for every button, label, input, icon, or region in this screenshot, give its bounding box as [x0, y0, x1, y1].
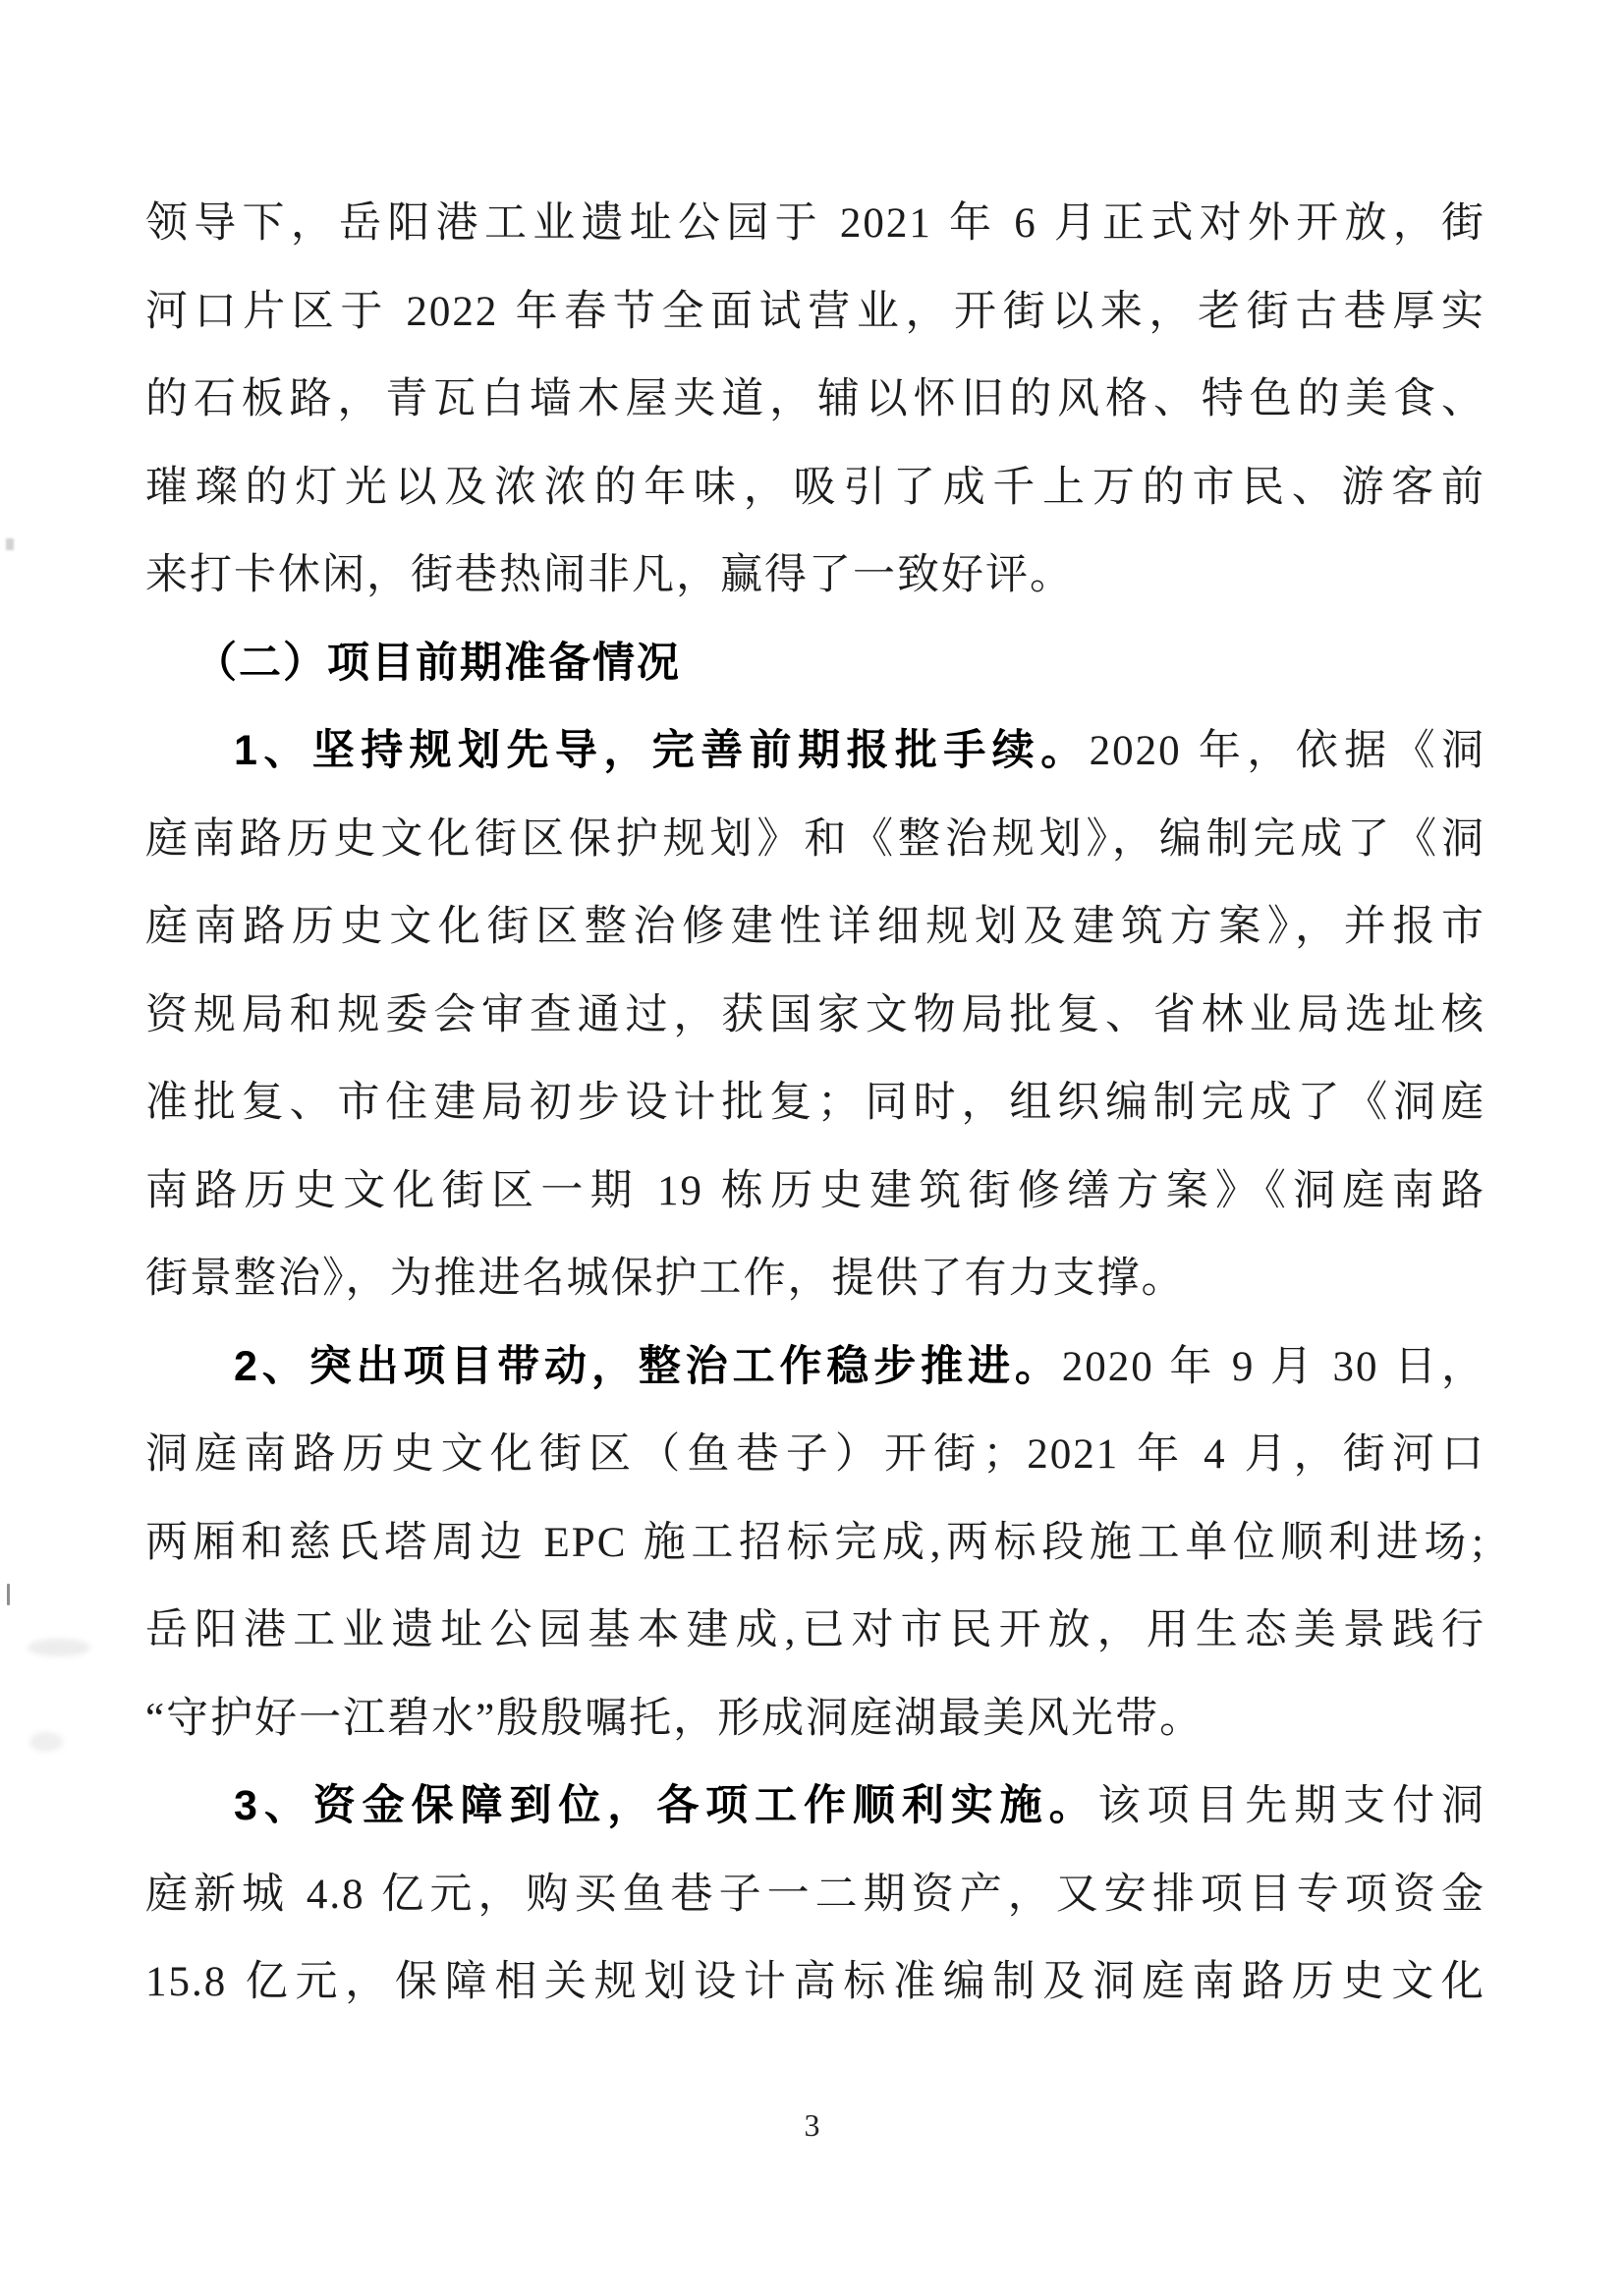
text-segment: 洞庭南路历史文化街区（鱼巷子）开街；2021 年 4 月，街河口	[145, 1431, 1485, 1478]
text-segment: 河口片区于 2022 年春节全面试营业，开街以来，老街古巷厚实	[145, 288, 1485, 335]
text-line	[145, 356, 1485, 444]
text-segment: 庭南路历史文化街区保护规划》和《整治规划》，编制完成了《洞	[145, 815, 1485, 863]
text-line	[145, 1323, 1485, 1412]
scan-artifact	[29, 1732, 63, 1752]
scan-artifact	[6, 538, 14, 550]
text-line	[145, 796, 1485, 884]
text-segment: 庭新城 4.8 亿元，购买鱼巷子一二期资产，又安排项目专项资金	[145, 1871, 1485, 1918]
text-line	[145, 1851, 1485, 1939]
text-line	[145, 1059, 1485, 1148]
text-segment: 2020 年，依据《洞	[1089, 728, 1486, 774]
text-line	[145, 1938, 1485, 2027]
text-line	[145, 707, 1485, 796]
text-line	[145, 1499, 1485, 1588]
text-segment: 该项目先期支付洞	[1097, 1783, 1485, 1829]
text-line	[145, 1763, 1485, 1851]
text-segment: 南路历史文化街区一期 19 栋历史建筑街修缮方案》《洞庭南路	[145, 1167, 1485, 1214]
document-body	[145, 180, 1485, 2027]
text-line	[145, 180, 1485, 268]
text-segment: 街景整治》，为推进名城保护工作，提供了有力支撑。	[145, 1256, 1186, 1302]
text-line	[145, 620, 1485, 708]
scan-artifact	[7, 1584, 10, 1605]
text-line	[145, 1148, 1485, 1236]
text-segment: 两厢和慈氏塔周边 EPC 施工招标完成,两标段施工单位顺利进场;	[145, 1519, 1485, 1566]
bold-text-segment: （二）项目前期准备情况	[195, 639, 681, 687]
page-number-value: 3	[804, 2107, 820, 2143]
text-line	[145, 1411, 1485, 1499]
page-number	[0, 2100, 1624, 2150]
text-line	[145, 1235, 1485, 1323]
text-line	[145, 1675, 1485, 1763]
text-segment: 领导下，岳阳港工业遗址公园于 2021 年 6 月正式对外开放，街	[145, 200, 1485, 247]
scan-artifact	[28, 1639, 90, 1656]
text-line	[145, 268, 1485, 357]
text-segment: 岳阳港工业遗址公园基本建成,已对市民开放，用生态美景践行	[145, 1607, 1485, 1653]
text-segment: 2020 年 9 月 30 日，	[1061, 1343, 1485, 1390]
bold-text-segment: 3、资金保障到位，各项工作顺利实施。	[234, 1782, 1098, 1829]
text-segment: 15.8 亿元，保障相关规划设计高标准编制及洞庭南路历史文化	[145, 1959, 1485, 2005]
text-line	[145, 1587, 1485, 1675]
text-line	[145, 883, 1485, 972]
text-segment: 来打卡休闲，街巷热闹非凡，赢得了一致好评。	[145, 552, 1074, 598]
text-segment: “守护好一江碧水”殷殷嘱托，形成洞庭湖最美风光带。	[145, 1695, 1204, 1742]
text-segment: 资规局和规委会审查通过，获国家文物局批复、省林业局选址核	[145, 991, 1485, 1038]
text-segment: 准批复、市住建局初步设计批复；同时，组织编制完成了《洞庭	[145, 1080, 1485, 1126]
text-line	[145, 444, 1485, 532]
text-segment: 的石板路，青瓦白墙木屋夹道，辅以怀旧的风格、特色的美食、	[145, 376, 1485, 422]
text-line	[145, 532, 1485, 620]
text-segment: 璀璨的灯光以及浓浓的年味，吸引了成千上万的市民、游客前	[145, 464, 1485, 511]
bold-text-segment: 1、坚持规划先导，完善前期报批手续。	[234, 727, 1090, 774]
text-segment: 庭南路历史文化街区整治修建性详细规划及建筑方案》，并报市	[145, 904, 1485, 950]
bold-text-segment: 2、突出项目带动，整治工作稳步推进。	[234, 1342, 1062, 1390]
text-line	[145, 972, 1485, 1060]
